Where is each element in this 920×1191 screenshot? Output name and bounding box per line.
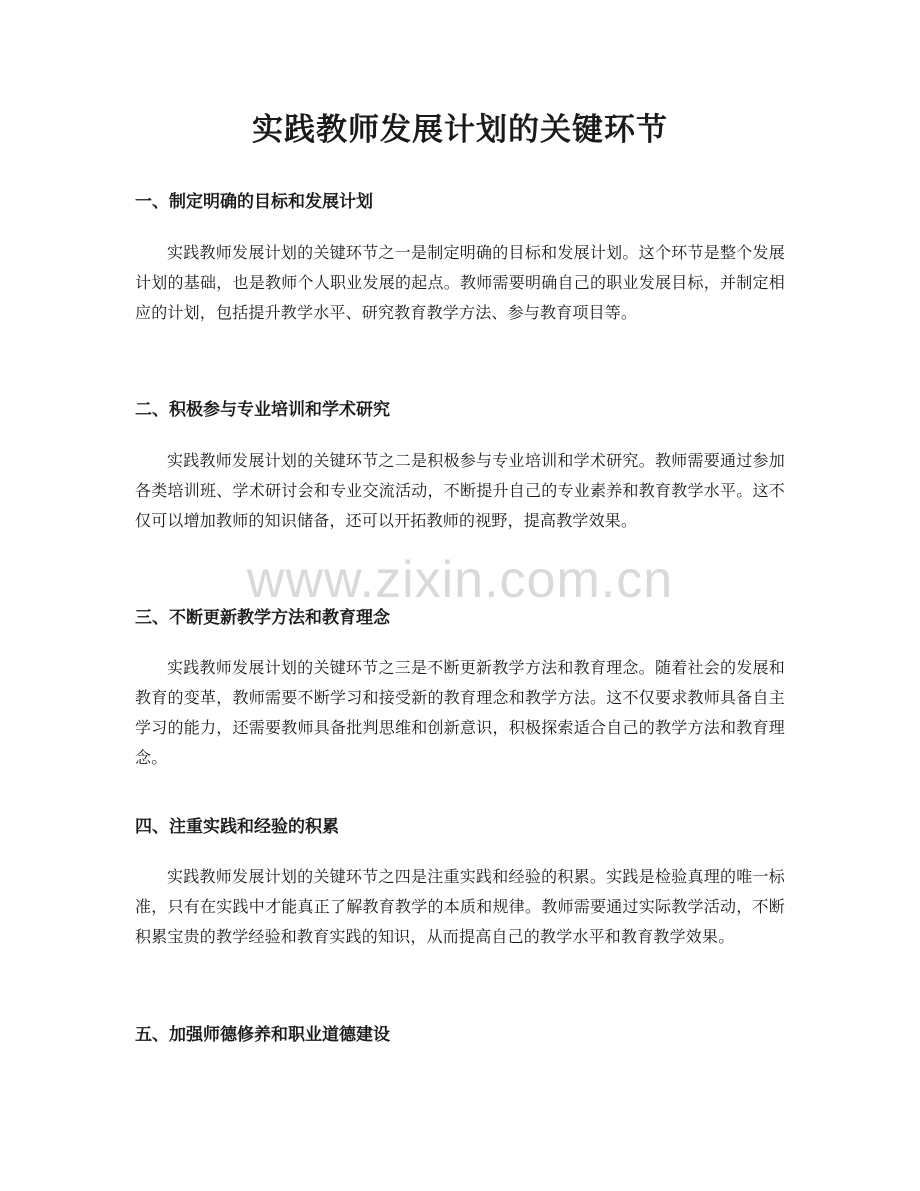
section-paragraph-4: 实践教师发展计划的关键环节之四是注重实践和经验的积累。实践是检验真理的唯一标准，只有在实践中才能真正了解教育教学的本质和规律。教师需要通过实际教学活动，不断积累宝贵的教学经验和教育实践的知识，从而提高自己的教学水平和教育教学效果。 <box>135 867 785 946</box>
section-heading-5: 五、加强师德修养和职业道德建设 <box>135 1025 390 1045</box>
section-heading-2: 二、积极参与专业培训和学术研究 <box>135 400 390 420</box>
section-paragraph-2: 实践教师发展计划的关键环节之二是积极参与专业培训和学术研究。教师需要通过参加各类培训班、学术研讨会和专业交流活动，不断提升自己的专业素养和教育教学水平。这不仅可以增加教师的知识储备，还可以开拓教师的视野，提高教学效果。 <box>135 451 785 530</box>
section-heading-1: 一、制定明确的目标和发展计划 <box>135 192 373 212</box>
section-paragraph-3: 实践教师发展计划的关键环节之三是不断更新教学方法和教育理念。随着社会的发展和教育的变革，教师需要不断学习和接受新的教育理念和教学方法。这不仅要求教师具备自主学习的能力，还需要教师具备批判思维和创新意识，积极探索适合自己的教学方法和教育理念。 <box>135 658 785 767</box>
document-title: 实践教师发展计划的关键环节 <box>252 112 668 148</box>
section-paragraph-1: 实践教师发展计划的关键环节之一是制定明确的目标和发展计划。这个环节是整个发展计划的基础，也是教师个人职业发展的起点。教师需要明确自己的职业发展目标，并制定相应的计划，包括提升教学水平、研究教育教学方法、参与教育项目等。 <box>135 243 785 322</box>
watermark: www.zixin.com.cn <box>246 551 674 609</box>
section-heading-4: 四、注重实践和经验的积累 <box>135 817 339 837</box>
section-heading-3: 三、不断更新教学方法和教育理念 <box>135 608 390 628</box>
